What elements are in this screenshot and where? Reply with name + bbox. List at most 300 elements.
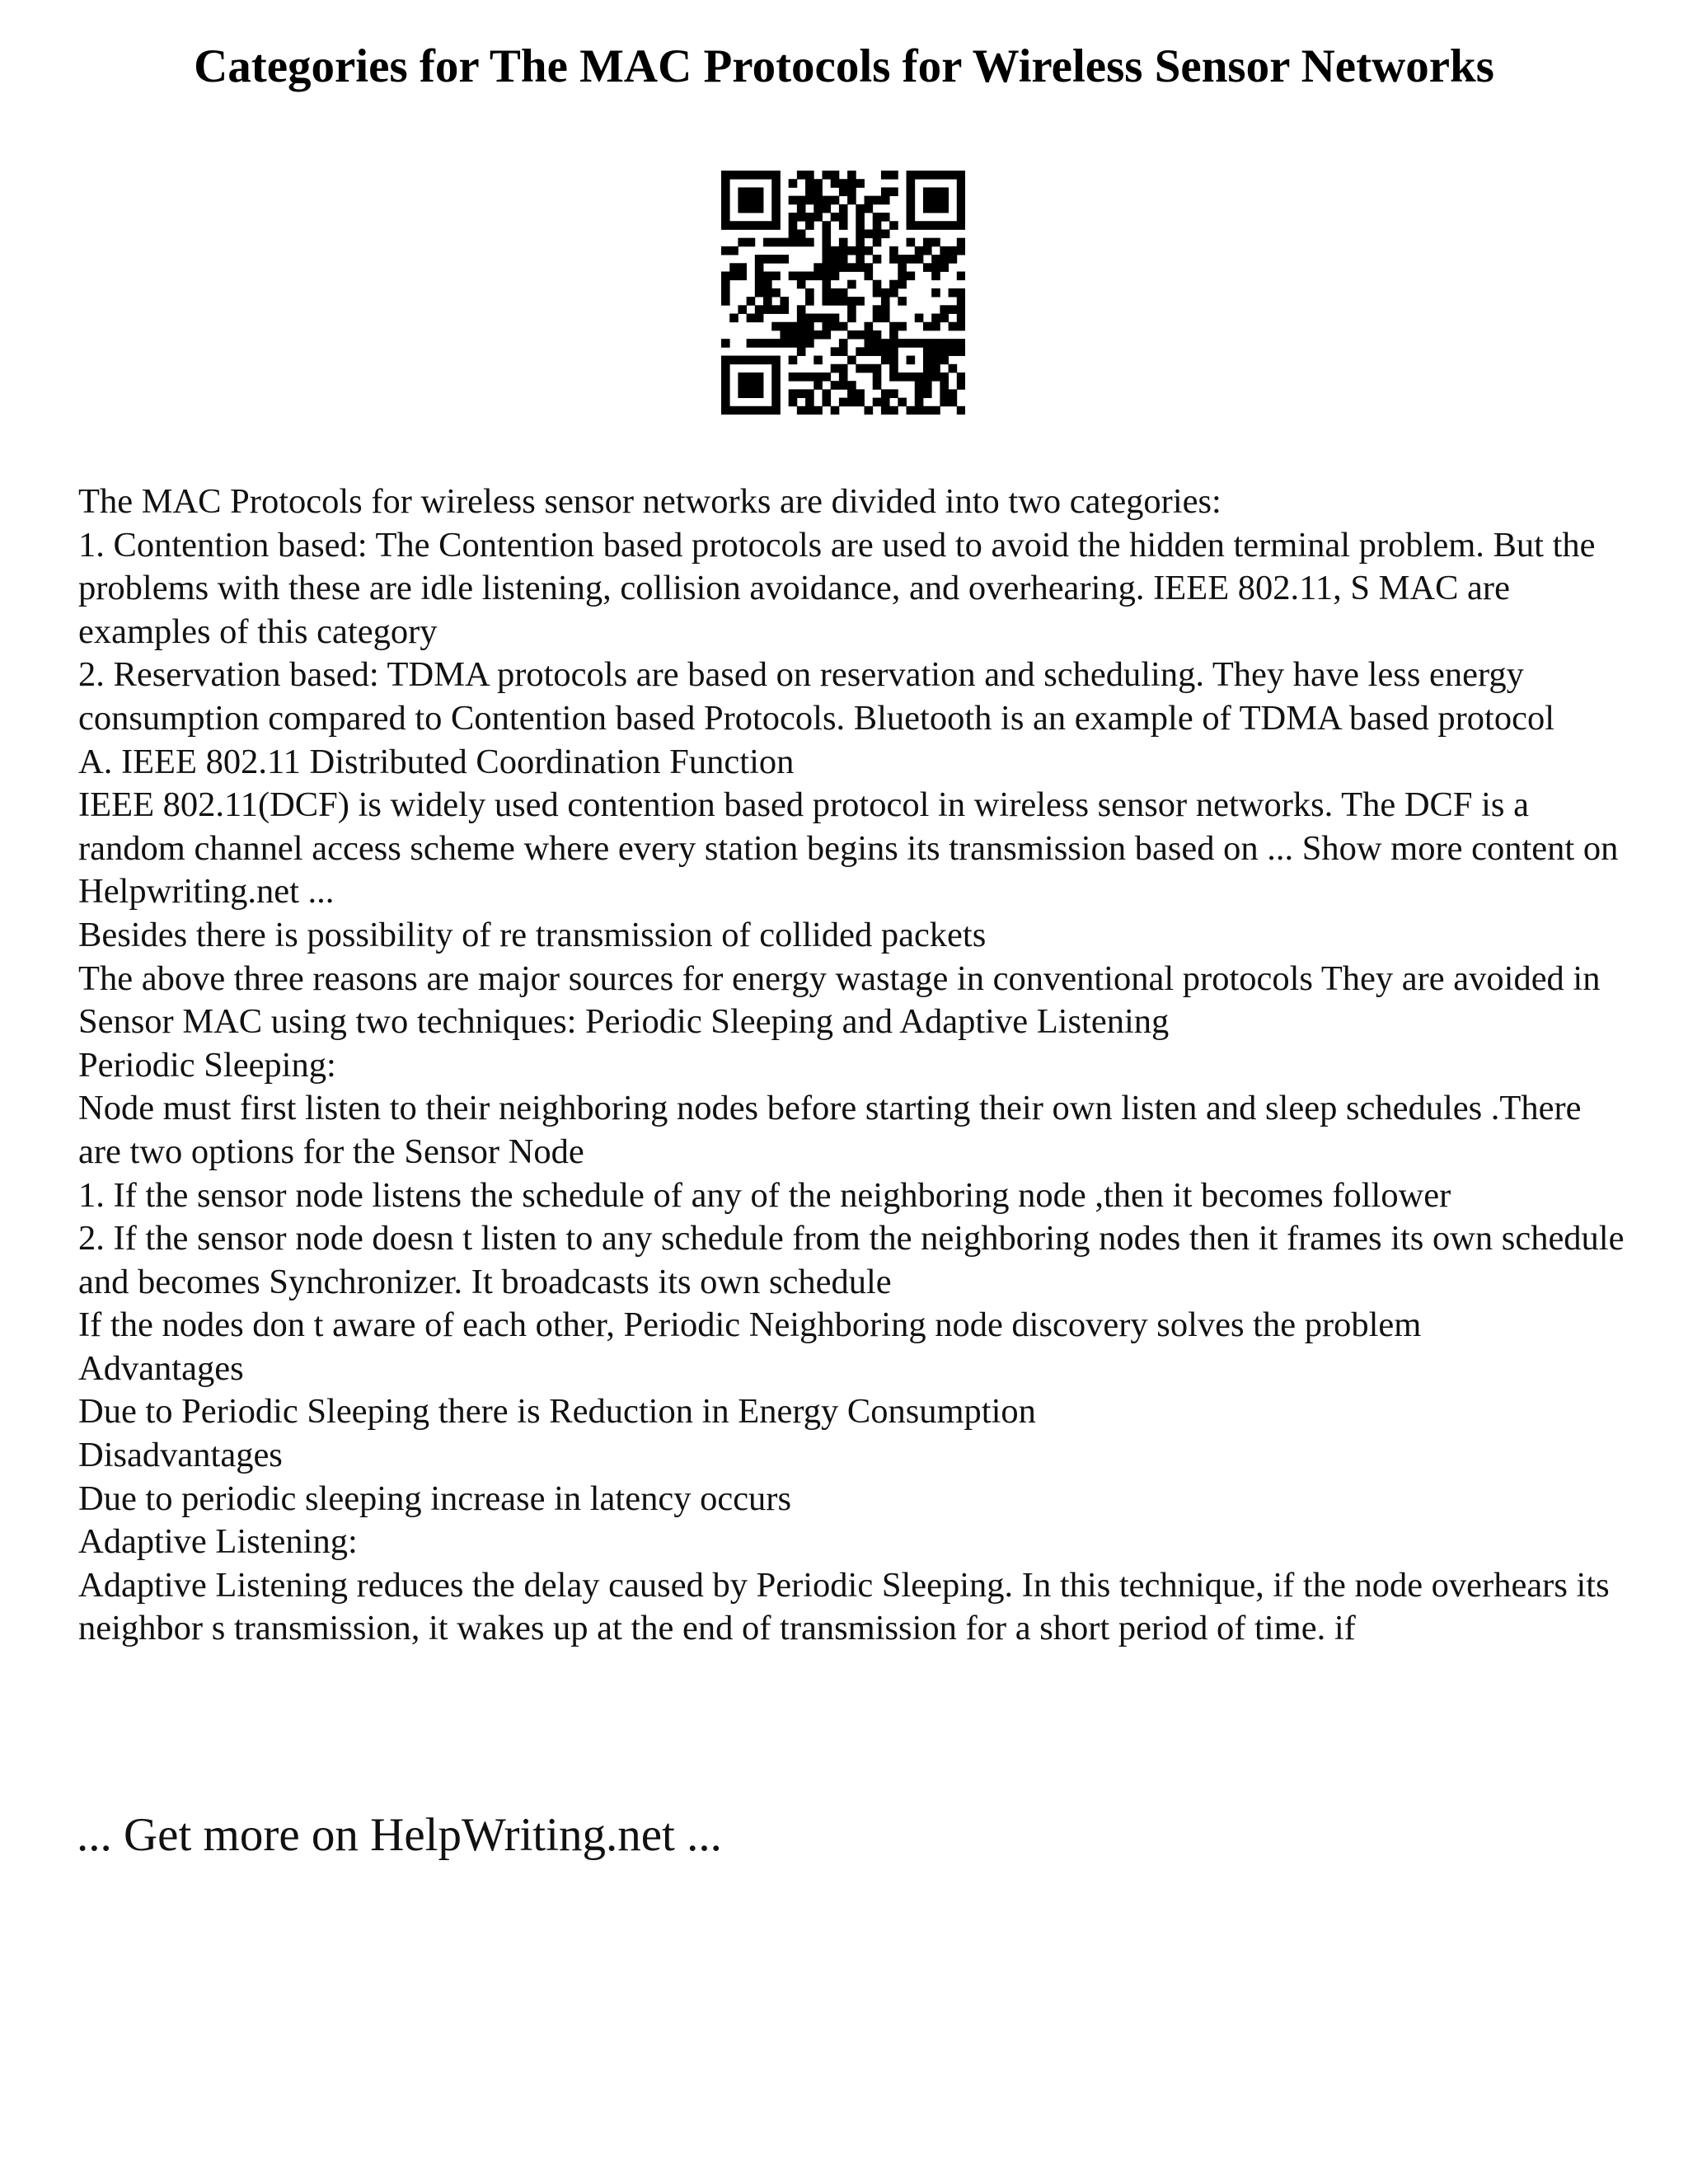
qr-module [847, 314, 856, 323]
qr-module [847, 330, 856, 340]
qr-module [839, 238, 848, 247]
qr-module [907, 356, 916, 365]
paragraph-retransmission: Besides there is possibility of re transmission of collided packets [78, 915, 987, 954]
qr-module [771, 339, 781, 348]
qr-module [898, 339, 907, 348]
qr-module [923, 389, 932, 398]
qr-module [957, 288, 965, 298]
qr-module [805, 339, 814, 348]
qr-module [889, 187, 898, 196]
qr-module [865, 406, 874, 415]
qr-module [907, 196, 916, 205]
qr-module [957, 179, 965, 188]
qr-module [839, 381, 848, 390]
qr-module [797, 314, 806, 323]
qr-module [865, 229, 874, 238]
qr-module [931, 322, 940, 331]
qr-module [949, 389, 958, 398]
qr-module [805, 314, 814, 323]
qr-module [721, 339, 730, 348]
qr-module [873, 398, 882, 407]
qr-module [881, 171, 890, 180]
paragraph-energy-wastage: The above three reasons are major sources for energy wastage in conventional protocols They are avoided in Sensor MAC using two techniques: Periodic Sleeping and Adaptive Listening [78, 958, 1601, 1042]
qr-module [847, 179, 856, 188]
qr-module [957, 171, 965, 180]
qr-module [822, 322, 831, 331]
qr-module [831, 381, 840, 390]
qr-module [822, 238, 831, 247]
qr-module [931, 171, 940, 180]
qr-module [822, 314, 831, 323]
qr-module [923, 364, 932, 373]
qr-module [805, 271, 814, 280]
qr-module [814, 373, 823, 382]
qr-module [898, 271, 907, 280]
qr-module [797, 373, 806, 382]
qr-module [940, 339, 949, 348]
qr-module [789, 373, 798, 382]
qr-module [847, 280, 856, 289]
qr-module [856, 389, 865, 398]
qr-module [839, 339, 848, 348]
qr-module [873, 280, 882, 289]
qr-module [957, 187, 965, 196]
qr-module [923, 246, 932, 255]
qr-module [822, 398, 831, 407]
qr-module [949, 398, 958, 407]
qr-module [931, 263, 940, 272]
list-item-synchronizer: 2. If the sensor node doesn t listen to any schedule from the neighboring nodes then it frames its own schedule and becomes Synchronizer. It broadcasts its own schedule [78, 1219, 1625, 1301]
qr-module [889, 221, 898, 230]
qr-module [822, 246, 831, 255]
qr-module [780, 322, 789, 331]
qr-module [763, 297, 772, 306]
qr-module [931, 339, 940, 348]
qr-module [856, 238, 865, 247]
qr-module [949, 221, 958, 230]
qr-module [789, 229, 798, 238]
qr-module [780, 255, 789, 264]
qr-module [957, 381, 965, 390]
qr-module [738, 171, 747, 180]
qr-module [931, 221, 940, 230]
qr-module [805, 179, 814, 188]
qr-module [738, 305, 747, 314]
paragraph-advantage: Due to Periodic Sleeping there is Reduction in Energy Consumption [78, 1392, 1036, 1432]
qr-module [889, 280, 898, 289]
qr-module [898, 398, 907, 407]
qr-module [822, 288, 831, 298]
qr-module [873, 229, 882, 238]
qr-module [721, 271, 730, 280]
qr-module [839, 297, 848, 306]
qr-module [822, 171, 831, 180]
qr-module [839, 213, 848, 222]
qr-module [747, 171, 756, 180]
qr-module [940, 187, 949, 196]
qr-module [755, 263, 764, 272]
qr-module [881, 356, 890, 365]
qr-module [957, 204, 965, 213]
qr-module [805, 213, 814, 222]
qr-module [949, 171, 958, 180]
qr-module [839, 322, 848, 331]
qr-module [831, 263, 840, 272]
qr-module [949, 322, 958, 331]
qr-module [747, 356, 756, 365]
qr-module [747, 339, 756, 348]
qr-module [957, 406, 965, 415]
qr-module [865, 196, 874, 205]
qr-module [923, 171, 932, 180]
qr-module [771, 381, 781, 390]
qr-module [780, 339, 789, 348]
qr-module [747, 373, 756, 382]
qr-module [957, 347, 965, 356]
qr-module [738, 381, 747, 390]
qr-module [755, 381, 764, 390]
qr-module [797, 389, 806, 398]
qr-module [721, 406, 730, 415]
qr-module [721, 280, 730, 289]
qr-module [797, 305, 806, 314]
qr-module [789, 221, 798, 230]
qr-module [721, 356, 730, 365]
qr-module [738, 204, 747, 213]
qr-module [805, 322, 814, 331]
qr-module [771, 288, 781, 298]
qr-module [907, 204, 916, 213]
qr-module [898, 263, 907, 272]
qr-module [771, 196, 781, 205]
qr-module [771, 305, 781, 314]
qr-module [721, 288, 730, 298]
qr-module [814, 271, 823, 280]
qr-module [923, 238, 932, 247]
qr-module [889, 406, 898, 415]
qr-module [797, 280, 806, 289]
qr-module [856, 229, 865, 238]
qr-module [771, 213, 781, 222]
qr-module [814, 213, 823, 222]
qr-module [721, 196, 730, 205]
qr-module [738, 373, 747, 382]
qr-module [889, 356, 898, 365]
qr-module [822, 280, 831, 289]
qr-code-icon [721, 171, 965, 415]
qr-module [814, 330, 823, 340]
qr-module [797, 213, 806, 222]
qr-module [931, 288, 940, 298]
qr-module [831, 314, 840, 323]
qr-module [721, 364, 730, 373]
qr-module [915, 389, 924, 398]
qr-module [797, 229, 806, 238]
qr-module [923, 187, 932, 196]
qr-module [822, 204, 831, 213]
qr-module [957, 297, 965, 306]
qr-module [907, 373, 916, 382]
qr-module [771, 271, 781, 280]
qr-module [865, 246, 874, 255]
qr-module [763, 221, 772, 230]
qr-module [831, 297, 840, 306]
qr-module [789, 339, 798, 348]
qr-module [865, 263, 874, 272]
qr-module [805, 221, 814, 230]
qr-module [797, 196, 806, 205]
qr-module [771, 238, 781, 247]
qr-module [747, 381, 756, 390]
qr-module [881, 314, 890, 323]
qr-module [831, 179, 840, 188]
qr-module [805, 171, 814, 180]
qr-module [907, 255, 916, 264]
qr-module [738, 389, 747, 398]
qr-module [805, 389, 814, 398]
qr-module [889, 171, 898, 180]
qr-module [915, 381, 924, 390]
qr-module [881, 389, 890, 398]
qr-module [931, 238, 940, 247]
qr-module [797, 171, 806, 180]
qr-module [889, 339, 898, 348]
qr-module [839, 187, 848, 196]
paragraph-ieee-dcf: IEEE 802.11(DCF) is widely used contention based protocol in wireless sensor networks. The DCF is a random channel access scheme where every station begins its transmission based on ... Show more content on Helpwriting.net ... [78, 785, 1619, 912]
qr-module [771, 322, 781, 331]
qr-module [923, 406, 932, 415]
qr-module [940, 389, 949, 398]
qr-module [738, 271, 747, 280]
qr-module [839, 373, 848, 382]
qr-module [865, 339, 874, 348]
qr-module [856, 297, 865, 306]
qr-module [957, 305, 965, 314]
qr-module [856, 330, 865, 340]
qr-module [856, 213, 865, 222]
heading-advantages: Advantages [78, 1348, 244, 1388]
qr-module [789, 389, 798, 398]
qr-module [940, 314, 949, 323]
qr-module [729, 406, 738, 415]
qr-module [847, 305, 856, 314]
qr-module [847, 187, 856, 196]
heading-adaptive-listening: Adaptive Listening: [78, 1522, 358, 1562]
qr-module [780, 238, 789, 247]
qr-module [898, 322, 907, 331]
qr-module [931, 271, 940, 280]
qr-module [873, 213, 882, 222]
qr-module [856, 263, 865, 272]
qr-module [789, 356, 798, 365]
qr-module [873, 314, 882, 323]
qr-module [931, 406, 940, 415]
qr-module [822, 255, 831, 264]
qr-module [949, 288, 958, 298]
qr-module [738, 356, 747, 365]
qr-module [822, 330, 831, 340]
qr-module [915, 398, 924, 407]
qr-module [755, 389, 764, 398]
qr-module [940, 263, 949, 272]
qr-module [755, 288, 764, 298]
qr-module [789, 238, 798, 247]
qr-module [822, 389, 831, 398]
qr-module [771, 406, 781, 415]
qr-module [907, 339, 916, 348]
qr-module [831, 406, 840, 415]
qr-module [856, 204, 865, 213]
qr-module [873, 364, 882, 373]
qr-module [797, 339, 806, 348]
qr-module [822, 297, 831, 306]
qr-module [814, 314, 823, 323]
qr-module [949, 255, 958, 264]
qr-module [889, 389, 898, 398]
qr-module [923, 356, 932, 365]
qr-module [923, 204, 932, 213]
qr-module [831, 364, 840, 373]
qr-module [814, 204, 823, 213]
qr-module [738, 406, 747, 415]
qr-module [856, 364, 865, 373]
qr-module [721, 297, 730, 306]
qr-module [729, 246, 738, 255]
qr-module [949, 347, 958, 356]
qr-module [771, 221, 781, 230]
qr-module [797, 271, 806, 280]
qr-module [797, 322, 806, 331]
qr-module [915, 255, 924, 264]
qr-module [907, 238, 916, 247]
qr-module [923, 196, 932, 205]
qr-module [889, 364, 898, 373]
qr-module [763, 406, 772, 415]
qr-module [847, 171, 856, 180]
qr-module [873, 196, 882, 205]
qr-module [931, 187, 940, 196]
qr-module [805, 398, 814, 407]
qr-module [789, 196, 798, 205]
qr-module [889, 246, 898, 255]
qr-module [931, 255, 940, 264]
qr-module [831, 255, 840, 264]
qr-module [957, 221, 965, 230]
qr-module [721, 221, 730, 230]
qr-module [940, 204, 949, 213]
qr-module [805, 406, 814, 415]
list-item-follower: 1. If the sensor node listens the schedule of any of the neighboring node ,then it becomes follower [78, 1175, 1451, 1215]
qr-module [763, 171, 772, 180]
get-more-link[interactable]: ... Get more on HelpWriting.net ... [77, 1809, 722, 1861]
qr-module [755, 373, 764, 382]
qr-module [814, 263, 823, 272]
qr-module [839, 347, 848, 356]
qr-module [771, 204, 781, 213]
qr-module [822, 373, 831, 382]
qr-module [957, 246, 965, 255]
article-body [78, 480, 1628, 1651]
qr-module [805, 297, 814, 306]
qr-module [881, 213, 890, 222]
qr-module [721, 204, 730, 213]
qr-module [881, 288, 890, 298]
qr-module [931, 204, 940, 213]
qr-module [957, 238, 965, 247]
qr-module [831, 322, 840, 331]
qr-module [721, 246, 730, 255]
qr-module [763, 288, 772, 298]
qr-module [814, 406, 823, 415]
qr-module [721, 171, 730, 180]
qr-module [847, 398, 856, 407]
qr-module [831, 213, 840, 222]
qr-module [721, 398, 730, 407]
qr-module [865, 271, 874, 280]
qr-module [747, 196, 756, 205]
qr-module [940, 196, 949, 205]
qr-module [915, 171, 924, 180]
qr-module [771, 255, 781, 264]
qr-module [907, 187, 916, 196]
qr-module [780, 297, 789, 306]
qr-module [822, 196, 831, 205]
qr-module [755, 255, 764, 264]
qr-module [747, 297, 756, 306]
page-title: Categories for The MAC Protocols for Wireless Sensor Networks [194, 40, 1494, 92]
qr-module [949, 339, 958, 348]
qr-module [839, 288, 848, 298]
qr-module [729, 356, 738, 365]
qr-module [789, 179, 798, 188]
qr-module [747, 204, 756, 213]
qr-module [755, 221, 764, 230]
qr-module [923, 347, 932, 356]
qr-module [780, 305, 789, 314]
qr-module [805, 373, 814, 382]
qr-module [847, 381, 856, 390]
qr-module [755, 280, 764, 289]
qr-module [915, 221, 924, 230]
qr-module [881, 339, 890, 348]
qr-module [771, 364, 781, 373]
qr-module [747, 406, 756, 415]
qr-module [949, 246, 958, 255]
qr-module [780, 330, 789, 340]
qr-module [931, 314, 940, 323]
qr-module [847, 356, 856, 365]
qr-module [957, 196, 965, 205]
qr-module [755, 187, 764, 196]
qr-module [814, 381, 823, 390]
qr-module [729, 314, 738, 323]
qr-module [856, 179, 865, 188]
qr-module [738, 238, 747, 247]
qr-module [839, 364, 848, 373]
qr-module [873, 305, 882, 314]
qr-module [949, 305, 958, 314]
qr-module [907, 271, 916, 280]
qr-module [881, 406, 890, 415]
qr-module [771, 171, 781, 180]
qr-module [729, 263, 738, 272]
qr-module [755, 314, 764, 323]
qr-module [881, 347, 890, 356]
paragraph-contention-based: 1. Contention based: The Contention based protocols are used to avoid the hidden terminal problem. But the problems with these are idle listening, collision avoidance, and overhearing. IEEE 802.11, S MAC are examples of this category [78, 525, 1596, 651]
qr-module [805, 238, 814, 247]
qr-module [747, 221, 756, 230]
qr-module [907, 171, 916, 180]
